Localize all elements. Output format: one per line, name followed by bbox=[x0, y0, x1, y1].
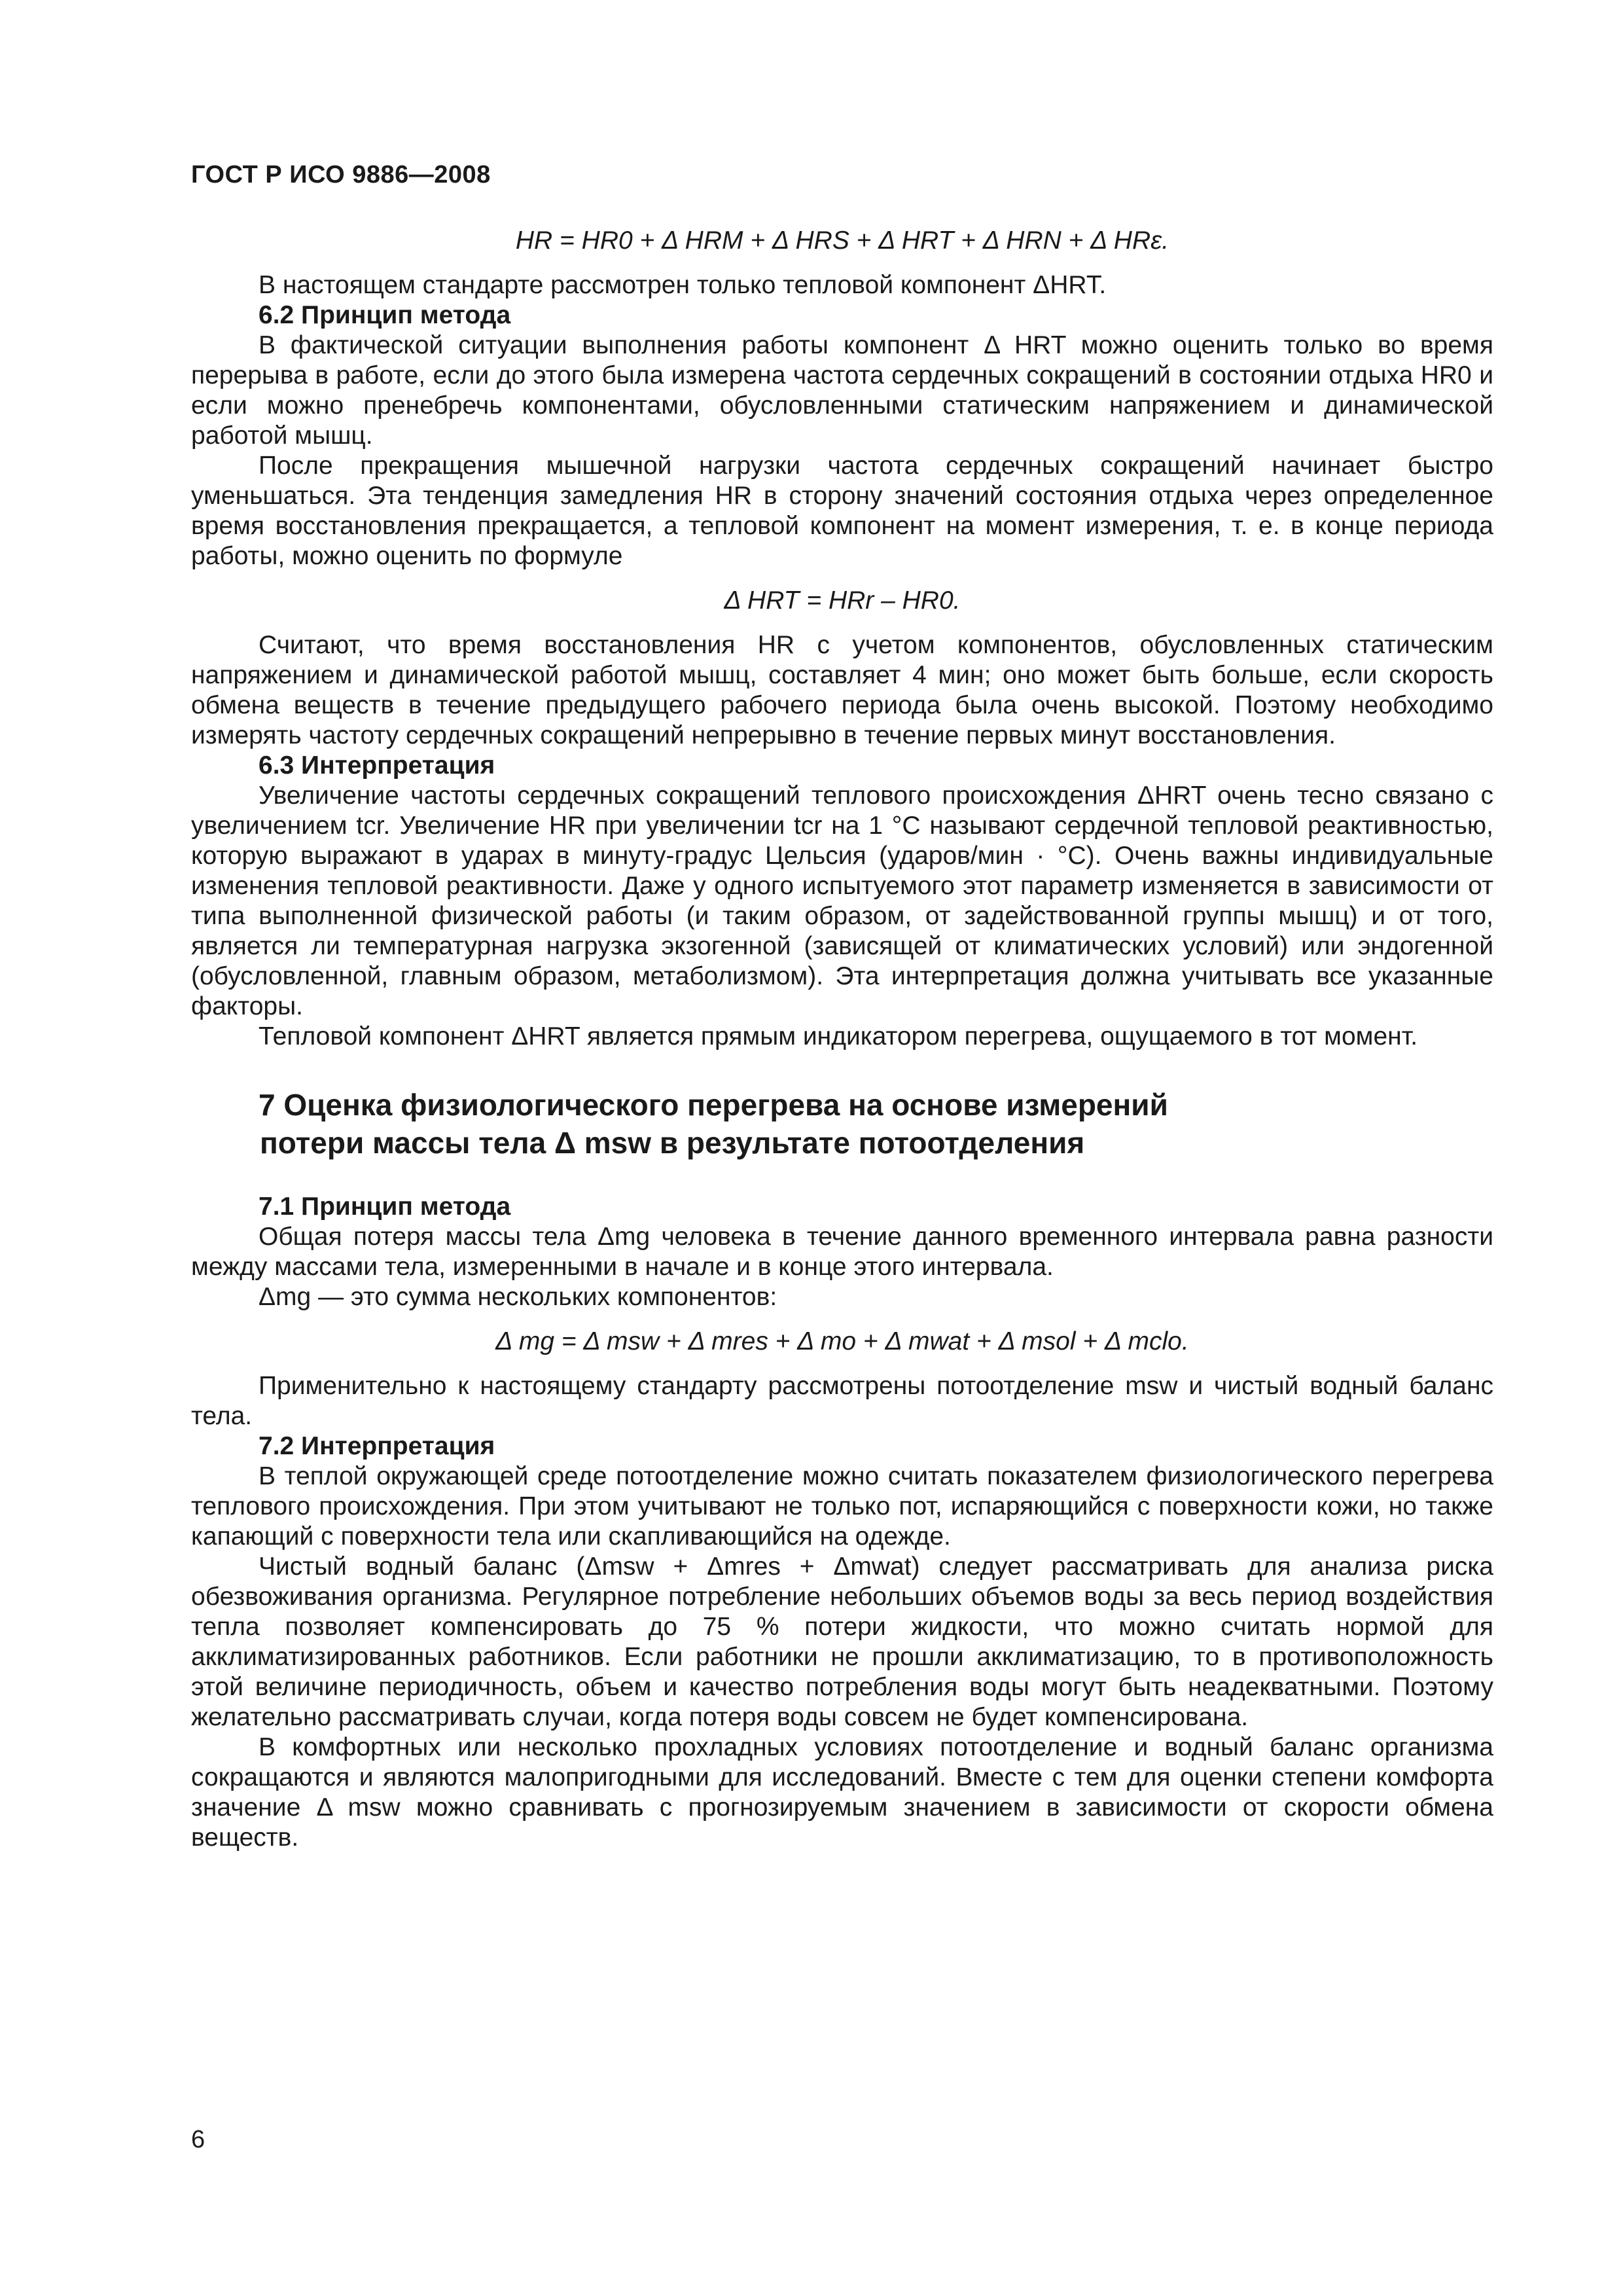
paragraph-7-1-a: Общая потеря массы тела Δmg человека в течение данного временного интервала равна разности между массами тела, измеренными в начале и в конце этого интервала. bbox=[191, 1223, 1493, 1281]
paragraph-7-2-c: В комфортных или несколько прохладных условиях потоотделение и водный баланс организма сокращаются и являются малопригодными для исследований. Вместе с тем для оценки степени комфорта значение Δ msw можно сравнивать с прогнозируемым значением в зависимости от скорости обмена веществ. bbox=[191, 1733, 1493, 1852]
formula-hr-components: HR = HR0 + Δ HRM + Δ HRS + Δ HRT + Δ HRN + Δ HRε. bbox=[515, 226, 1169, 255]
formula-delta-hr-t: Δ HRT = HRr – HR0. bbox=[724, 586, 961, 615]
section-7-1-title: 7.1 Принцип метода bbox=[259, 1193, 511, 1221]
section-6-3-title: 6.3 Интерпретация bbox=[259, 751, 495, 780]
section-6-2-title: 6.2 Принцип метода bbox=[259, 301, 511, 329]
formula-delta-mg: Δ mg = Δ msw + Δ mres + Δ mo + Δ mwat + Δ msol + Δ mclo. bbox=[495, 1327, 1189, 1355]
page-number: 6 bbox=[191, 2126, 205, 2153]
paragraph-6-3-a: Увеличение частоты сердечных сокращений теплового происхождения ΔHRT очень тесно связано с увеличением tcr. Увеличение HR при увеличении tcr на 1 °C называют сердечной тепловой реактивностью, которую выражают в ударах в минуту-градус Цельсия (ударов/мин · °C). Очень важны индивидуальные изменения тепловой реактивности. Даже у одного испытуемого этот параметр изменяется в зависимости от типа выполненной физической работы (и таким образом, от задействованной группы мышц) и от того, является ли температурная нагрузка экзогенной (зависящей от климатических условий) или эндогенной (обусловленной, главным образом, метаболизмом). Эта интерпретация должна учитывать все указанные факторы. bbox=[191, 781, 1493, 1020]
paragraph-6-2-a: В фактической ситуации выполнения работы компонент Δ HRT можно оценить только во время перерыва в работе, если до этого была измерена частота сердечных сокращений в состоянии отдыха HR0 и если можно пренебречь компонентами, обусловленными статическим напряжением и динамической работой мышц. bbox=[191, 331, 1493, 450]
paragraph-7-2-a: В теплой окружающей среде потоотделение можно считать показателем физиологического перегрева теплового происхождения. При этом учитывают не только пот, испаряющийся с поверхности кожи, но также капающий с поверхности тела или скапливающийся на одежде. bbox=[191, 1462, 1493, 1551]
section-7-title bbox=[259, 1086, 1493, 1162]
standard-header: ГОСТ Р ИСО 9886—2008 bbox=[191, 161, 491, 188]
paragraph-7-1-c: Применительно к настоящему стандарту рассмотрены потоотделение msw и чистый водный баланс тела. bbox=[191, 1372, 1493, 1430]
paragraph-6-3-b: Тепловой компонент ΔHRT является прямым индикатором перегрева, ощущаемого в тот момент. bbox=[259, 1022, 1418, 1050]
page-content bbox=[191, 226, 1493, 1853]
section-7-title-line2: потери массы тела Δ msw в результате потоотделения bbox=[260, 1126, 1085, 1160]
paragraph-7-2-b: Чистый водный баланс (Δmsw + Δmres + Δmwat) следует рассматривать для анализа риска обезвоживания организма. Регулярное потребление небольших объемов воды за весь период воздействия тепла позволяет компенсировать до 75 % потери жидкости, что можно считать нормой для акклиматизированных работников. Если работники не прошли акклиматизацию, то в противоположность этой величине периодичность, объем и качество потребления воды могут быть неадекватными. Поэтому желательно рассматривать случаи, когда потеря воды совсем не будет компенсирована. bbox=[191, 1552, 1493, 1731]
paragraph-6-2-b: После прекращения мышечной нагрузки частота сердечных сокращений начинает быстро уменьшаться. Эта тенденция замедления HR в сторону значений состояния отдыха через определенное время восстановления прекращается, а тепловой компонент на момент измерения, т. е. в конце периода работы, можно оценить по формуле bbox=[191, 452, 1493, 570]
paragraph-6-2-c: Считают, что время восстановления HR с учетом компонентов, обусловленных статическим напряжением и динамической работой мышц, составляет 4 мин; оно может быть больше, если скорость обмена веществ в течение предыдущего рабочего периода была очень высокой. Поэтому необходимо измерять частоту сердечных сокращений непрерывно в течение первых минут восстановления. bbox=[191, 631, 1493, 749]
section-7-2-title: 7.2 Интерпретация bbox=[259, 1432, 495, 1460]
paragraph-7-1-b: Δmg — это сумма нескольких компонентов: bbox=[259, 1283, 777, 1311]
section-7-title-line1: 7 Оценка физиологического перегрева на основе измерений bbox=[259, 1088, 1168, 1122]
paragraph-intro: В настоящем стандарте рассмотрен только тепловой компонент ΔHRT. bbox=[259, 271, 1107, 299]
